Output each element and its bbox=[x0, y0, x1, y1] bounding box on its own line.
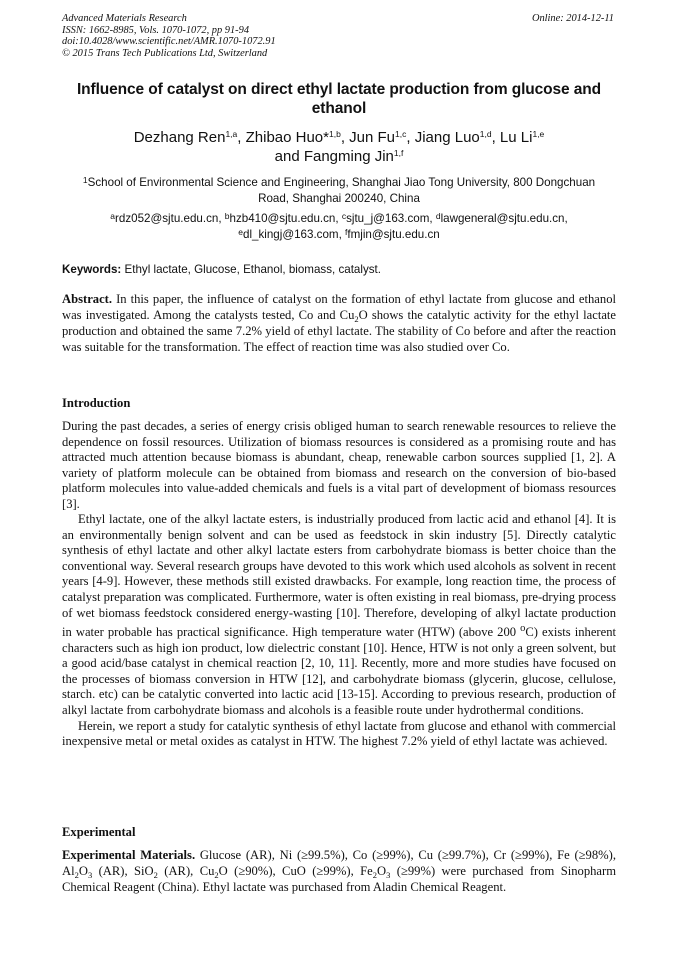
degree-superscript: o bbox=[520, 623, 526, 635]
title-line-1: Influence of catalyst on direct ethyl lactate production from glucose and bbox=[76, 81, 602, 98]
affiliation-line-1 bbox=[62, 175, 616, 191]
author-name: , Jiang Luo bbox=[406, 129, 480, 146]
author-line-2 bbox=[62, 147, 616, 166]
email-mark: c bbox=[341, 211, 347, 221]
author-affil: 1,c bbox=[395, 129, 407, 139]
introduction-section bbox=[62, 419, 616, 750]
abstract-text: O shows the catalytic activity for the ethyl lactate production and obtained the same 7.2% yield of ethyl lactate. The stability of Co before and after the reaction was suitable for the transformation. The effect of reaction time was also studied over Co. bbox=[62, 307, 616, 354]
email-mark: d bbox=[435, 211, 441, 221]
online-date: Online: 2014-12-11 bbox=[531, 13, 614, 24]
keywords bbox=[62, 262, 616, 277]
intro-paragraph-3: Herein, we report a study for catalytic synthesis of ethyl lactate from glucose and ethanol with commercial inexpensive metal or metal oxides as catalyst in HTW. The highest 7.2% yield of ethyl lactate was achieved. bbox=[62, 718, 616, 749]
subscript: 3 bbox=[386, 869, 391, 880]
email-link[interactable]: rdz052@sjtu.edu.cn, bbox=[115, 212, 225, 225]
keywords-label: Keywords: bbox=[62, 263, 122, 276]
email-mark: a bbox=[110, 211, 116, 221]
email-line-2 bbox=[62, 227, 616, 243]
subscript: 2 bbox=[153, 869, 158, 880]
abstract-label: Abstract. bbox=[62, 292, 113, 306]
author-name: , Zhibao Huo* bbox=[237, 129, 329, 146]
abstract-text: In this paper, the influence of catalyst on the formation of ethyl lactate from glucose and ethanol was investigated. Among the catalysts tested, Co and Cu bbox=[62, 292, 616, 322]
author-name: , Lu Li bbox=[491, 129, 533, 146]
journal-header bbox=[62, 13, 276, 59]
paragraph-text: (AR), Cu bbox=[157, 863, 215, 878]
title-line-2: ethanol bbox=[311, 100, 367, 117]
subscript: 2 bbox=[214, 869, 219, 880]
doi-line[interactable]: doi:10.4028/www.scientific.net/AMR.1070-1072.91 bbox=[62, 36, 276, 47]
paragraph-text: (≥99%) were purchased from Sinopharm Chemical Reagent (China). Ethyl lactate was purchased from Aladin Chemical Reagent. bbox=[62, 863, 616, 895]
email-link[interactable]: sjtu_j@163.com, bbox=[346, 212, 436, 225]
subscript: 2 bbox=[354, 313, 359, 324]
author-list bbox=[62, 128, 616, 166]
author-name: , Jun Fu bbox=[340, 129, 396, 146]
subscript: 2 bbox=[372, 869, 378, 880]
author-name: Dezhang Ren bbox=[133, 129, 226, 146]
paragraph-text: Glucose (AR), Ni (≥99.5%), Co (≥99%), Cu (≥99.7%), Cr (≥99%), Fe (≥98%), Al bbox=[62, 848, 616, 878]
affiliation-mark: 1 bbox=[82, 175, 88, 185]
paragraph-text: (AR), SiO bbox=[92, 863, 154, 878]
paragraph-text: Ethyl lactate, one of the alkyl lactate esters, is industrially produced from lactic acid and ethanol [4]. It is an environmentally benign solvent and can be used as feedstock in skin industry [5]. Directly catalytic synthesis of ethyl lactate and other alkyl lactate esters from carbohydrate biomass is better choice than the conventional way. Several research groups have devoted to this work which used alcohols as solvent in recent years [4-9]. However, these methods still existed drawbacks. For example, long reaction time, the process of catalyst preparation was complicated. Furthermore, water is often existing in real biomass, pre-drying process of wet biomass feedstock considered energy-wasting [10]. Therefore, developing of alkyl lactate production in water probable has practical significance. High temperature water (HTW) (above 200 bbox=[62, 512, 616, 640]
subscript: 3 bbox=[87, 869, 93, 880]
email-link[interactable]: hzb410@sjtu.edu.cn, bbox=[229, 212, 342, 225]
experimental-paragraph bbox=[62, 848, 616, 896]
author-affil: 1,b bbox=[329, 129, 341, 139]
issn-line: ISSN: 1662-8985, Vols. 1070-1072, pp 91-94 bbox=[62, 24, 250, 36]
author-affil: 1,d bbox=[479, 129, 492, 139]
paragraph-text: O bbox=[377, 863, 387, 878]
experimental-label: Experimental Materials. bbox=[62, 848, 196, 862]
email-link[interactable]: lawgeneral@sjtu.edu.cn, bbox=[440, 212, 568, 225]
author-line-1 bbox=[62, 128, 616, 147]
section-heading-experimental: Experimental bbox=[62, 825, 136, 839]
paragraph-text: O bbox=[78, 863, 88, 878]
journal-name: Advanced Materials Research bbox=[62, 13, 187, 24]
affiliation-line-2: Road, Shanghai 200240, China bbox=[258, 192, 420, 205]
copyright-line: © 2015 Trans Tech Publications Ltd, Switzerland bbox=[62, 47, 268, 59]
section-heading-introduction: Introduction bbox=[62, 396, 131, 410]
intro-paragraph-2 bbox=[62, 512, 616, 718]
paragraph-text: O (≥90%), CuO (≥99%), Fe bbox=[218, 863, 373, 878]
email-mark: e bbox=[238, 227, 244, 237]
paragraph-text: C) exists inherent characters such as high ion product, low dielectric constant [10]. Hence, HTW is not only a green solvent, but a good acid/base catalyst in chemical reaction [2, 10, 11]. Recently, more and more studies have focused on the processes of biomass conversion in HTW [12], and carbohydrate biomass (glycerin, glucose, cellulose, starch. etc) can be catalytic converted into lactic acid [13-15]. According to previous research, production of alkyl lactate from carbohydrate biomass and alcohols is a feasible route under hydrothermal conditions. bbox=[62, 625, 616, 718]
email-link[interactable]: dl_kingj@163.com, bbox=[243, 228, 346, 241]
email-list bbox=[62, 211, 616, 243]
abstract-paragraph bbox=[62, 292, 616, 355]
intro-paragraph-1: During the past decades, a series of energy crisis obliged human to search renewable resources to relieve the dependence on fossil resources. Utilization of biomass resources is considered as a promising route and has attracted much attention because biomass is abundant, cheap, renewable carbon sources supplied [1, 2]. A variety of platform molecule can be obtained from biomass and research on the conversion of bio-based platform molecules into value-added chemicals and fuels is a vital part of development of biomass resources [3]. bbox=[62, 419, 616, 511]
author-affil: 1,e bbox=[532, 129, 545, 139]
abstract bbox=[62, 292, 616, 355]
affiliation bbox=[62, 175, 616, 207]
email-mark: b bbox=[224, 211, 230, 221]
subscript: 2 bbox=[74, 869, 79, 880]
paper-title bbox=[62, 80, 616, 118]
email-line-1 bbox=[62, 211, 616, 227]
keywords-text: Ethyl lactate, Glucose, Ethanol, biomass, catalyst. bbox=[121, 263, 381, 276]
email-link[interactable]: fmjin@sjtu.edu.cn bbox=[347, 228, 440, 241]
author-affil: 1,a bbox=[225, 129, 238, 139]
experimental-section bbox=[62, 848, 616, 896]
affiliation-text: School of Environmental Science and Engineering, Shanghai Jiao Tong University, 800 Dongchuan bbox=[87, 176, 596, 189]
author-affil: 1,f bbox=[393, 148, 404, 158]
author-name: and Fangming Jin bbox=[274, 148, 394, 165]
email-mark: f bbox=[345, 227, 348, 237]
